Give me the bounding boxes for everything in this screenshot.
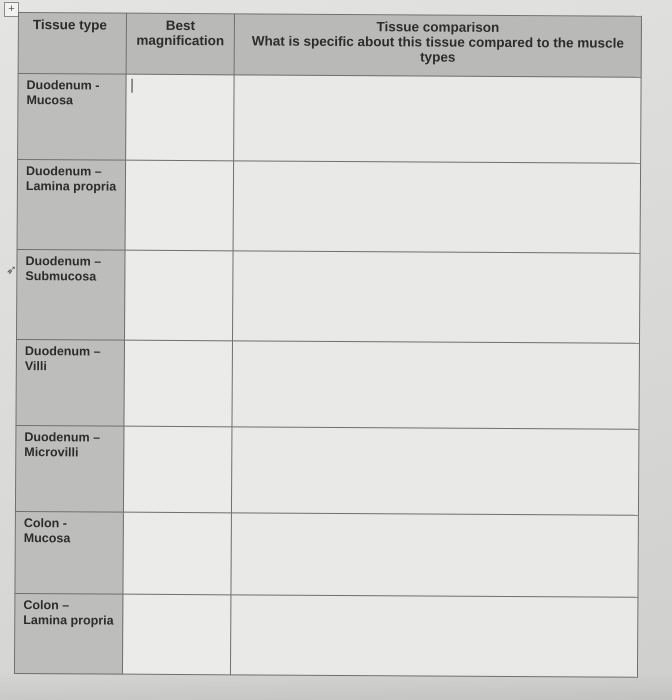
magnification-cell-duodenum-villi[interactable]: [124, 340, 233, 427]
header-best-magnification: Best magnification: [126, 13, 234, 75]
table-header-row: [18, 13, 641, 78]
row-label-duodenum-lamina-propria: Duodenum – Lamina propria: [17, 160, 126, 251]
comparison-cell-duodenum-lamina-propria[interactable]: [233, 161, 641, 253]
table-row: [15, 425, 639, 515]
table-row: [14, 593, 637, 677]
comparison-cell-colon-lamina-propria[interactable]: [230, 595, 637, 677]
table-row: [17, 160, 641, 254]
row-label-colon-lamina-propria: Colon – Lamina propria: [14, 593, 122, 674]
row-label-duodenum-villi: Duodenum – Villi: [16, 339, 125, 426]
magnification-cell-duodenum-lamina-propria[interactable]: [125, 160, 234, 251]
tissue-comparison-table: [14, 12, 642, 678]
tissue-table-container: [14, 12, 642, 676]
row-label-duodenum-submucosa: Duodenum – Submucosa: [16, 249, 125, 340]
header-tissue-type: Tissue type: [18, 13, 126, 75]
comparison-cell-duodenum-microvilli[interactable]: [231, 427, 639, 515]
table-row: [18, 74, 642, 164]
table-row: [15, 511, 638, 597]
magnification-cell-colon-lamina-propria[interactable]: [122, 594, 230, 675]
row-label-duodenum-mucosa: Duodenum - Mucosa: [18, 74, 127, 161]
header-tissue-comparison-subtitle: What is specific about this tissue compared to the muscle types: [251, 33, 624, 65]
text-cursor: [132, 79, 133, 93]
comparison-cell-colon-mucosa[interactable]: [231, 513, 638, 597]
page-bottom-edge: [0, 672, 672, 700]
comparison-cell-duodenum-villi[interactable]: [232, 341, 640, 429]
table-move-handle-icon[interactable]: +: [4, 2, 19, 17]
row-label-duodenum-microvilli: Duodenum – Microvilli: [15, 425, 124, 512]
magnification-cell-duodenum-submucosa[interactable]: [124, 250, 233, 341]
header-tissue-comparison: [234, 14, 641, 77]
magnification-cell-duodenum-microvilli[interactable]: [123, 426, 232, 513]
magnification-cell-colon-mucosa[interactable]: [123, 512, 231, 595]
comparison-cell-duodenum-mucosa[interactable]: [234, 75, 642, 163]
row-marker-arrow-icon: ➶: [6, 262, 17, 277]
table-row: [16, 249, 640, 343]
header-tissue-comparison-title: Tissue comparison: [376, 19, 500, 35]
magnification-cell-duodenum-mucosa[interactable]: [126, 74, 235, 161]
table-row: [16, 339, 640, 429]
comparison-cell-duodenum-submucosa[interactable]: [232, 251, 640, 343]
row-label-colon-mucosa: Colon - Mucosa: [15, 511, 123, 594]
